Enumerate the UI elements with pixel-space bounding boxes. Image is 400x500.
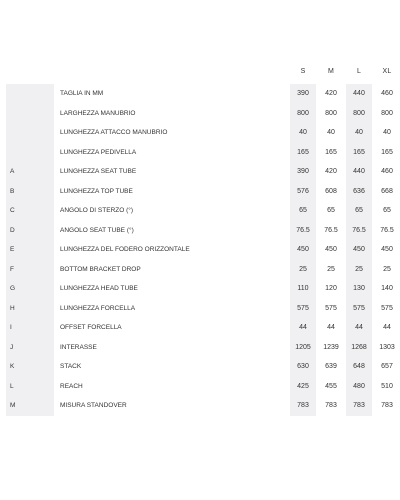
row-letter: L [6, 377, 54, 397]
table-row [6, 338, 400, 358]
row-letter: B [6, 182, 54, 202]
value-cell-m: 25 [327, 265, 335, 273]
value-cell-m: 455 [325, 382, 337, 390]
value-cell-m: 575 [325, 304, 337, 312]
table-row [6, 299, 400, 319]
value-cell-xl: 668 [381, 187, 393, 195]
value-cell-s: 630 [290, 357, 316, 377]
value-cell-l: 648 [346, 357, 372, 377]
value-cell-l: 40 [346, 123, 372, 143]
value-cell-xl: 783 [381, 402, 393, 409]
value-cell-l: 130 [346, 279, 372, 299]
value-cell-l: 65 [346, 201, 372, 221]
row-label: LARGHEZZA MANUBRIO [60, 109, 136, 117]
value-cell-l: 450 [346, 240, 372, 260]
value-cell-s: 425 [290, 377, 316, 397]
value-cell-xl: 460 [381, 90, 393, 97]
table-row [6, 143, 400, 163]
value-cell-xl: 657 [381, 363, 393, 370]
value-cell-m: 40 [327, 129, 335, 136]
value-cell-xl: 800 [381, 109, 393, 117]
row-label: OFFSET FORCELLA [60, 324, 122, 331]
size-header-m: M [327, 68, 335, 75]
value-cell-s: 450 [290, 240, 316, 260]
value-cell-s: 165 [290, 143, 316, 163]
row-letter: J [6, 338, 54, 358]
value-cell-m: 783 [325, 402, 337, 409]
value-cell-xl: 510 [381, 382, 393, 390]
row-letter [6, 123, 54, 143]
row-label: LUNGHEZZA DEL FODERO ORIZZONTALE [60, 246, 190, 253]
row-letter: C [6, 201, 54, 221]
value-cell-l: 1268 [346, 338, 372, 358]
value-cell-l: 800 [346, 104, 372, 124]
value-cell-l: 25 [346, 260, 372, 280]
row-letter: I [6, 318, 54, 338]
row-label: BOTTOM BRACKET DROP [60, 265, 141, 273]
table-row [6, 377, 400, 397]
value-cell-m: 450 [325, 246, 337, 253]
value-cell-xl: 460 [381, 168, 393, 175]
value-cell-m: 420 [325, 168, 337, 175]
value-cell-l: 575 [346, 299, 372, 319]
row-letter: D [6, 221, 54, 241]
value-cell-s: 575 [290, 299, 316, 319]
row-letter: M [6, 396, 54, 416]
table-row [6, 182, 400, 202]
row-letter: G [6, 279, 54, 299]
value-cell-s: 25 [290, 260, 316, 280]
value-cell-m: 165 [325, 148, 337, 156]
table-row [6, 123, 400, 143]
row-letter: A [6, 162, 54, 182]
row-letter [6, 143, 54, 163]
row-label: LUNGHEZZA FORCELLA [60, 304, 136, 312]
table-row [6, 396, 400, 416]
row-letter: E [6, 240, 54, 260]
row-letter: H [6, 299, 54, 319]
value-cell-s: 40 [290, 123, 316, 143]
table-row [6, 104, 400, 124]
size-header-l: L [356, 68, 362, 75]
row-label: LUNGHEZZA SEAT TUBE [60, 168, 137, 175]
value-cell-xl: 1303 [379, 343, 395, 351]
value-cell-xl: 40 [383, 129, 391, 136]
value-cell-xl: 450 [381, 246, 393, 253]
size-header-row [0, 68, 400, 84]
row-label: STACK [60, 363, 82, 370]
value-cell-s: 390 [290, 162, 316, 182]
value-cell-xl: 575 [381, 304, 393, 312]
value-cell-s: 44 [290, 318, 316, 338]
row-label: TAGLIA IN MM [60, 90, 104, 97]
row-label: LUNGHEZZA HEAD TUBE [60, 285, 138, 292]
value-cell-m: 420 [325, 90, 337, 97]
value-cell-m: 76.5 [324, 226, 338, 234]
value-cell-xl: 25 [383, 265, 391, 273]
row-label: ANGOLO DI STERZO (°) [60, 207, 134, 214]
value-cell-l: 44 [346, 318, 372, 338]
table-row [6, 357, 400, 377]
size-header-xl: XL [382, 68, 392, 75]
table-row [6, 201, 400, 221]
row-label: LUNGHEZZA PEDIVELLA [60, 148, 137, 156]
table-row [6, 318, 400, 338]
value-cell-s: 783 [290, 396, 316, 416]
value-cell-xl: 140 [381, 285, 393, 292]
row-label: LUNGHEZZA ATTACCO MANUBRIO [60, 129, 168, 136]
table-row [6, 260, 400, 280]
row-letter: F [6, 260, 54, 280]
value-cell-m: 120 [325, 285, 337, 292]
row-letter [6, 104, 54, 124]
value-cell-m: 608 [325, 187, 337, 195]
row-label: REACH [60, 382, 83, 390]
size-header-s: S [300, 68, 306, 75]
value-cell-xl: 44 [383, 324, 391, 331]
value-cell-s: 110 [290, 279, 316, 299]
value-cell-l: 440 [346, 162, 372, 182]
value-cell-s: 576 [290, 182, 316, 202]
value-cell-m: 1239 [323, 343, 339, 351]
row-letter [6, 84, 54, 104]
value-cell-m: 44 [327, 324, 335, 331]
row-label: MISURA STANDOVER [60, 402, 127, 409]
value-cell-m: 800 [325, 109, 337, 117]
value-cell-m: 639 [325, 363, 337, 370]
value-cell-xl: 165 [381, 148, 393, 156]
value-cell-s: 1205 [290, 338, 316, 358]
table-row [6, 162, 400, 182]
value-cell-xl: 65 [383, 207, 391, 214]
row-letter: K [6, 357, 54, 377]
table-row [6, 84, 400, 104]
value-cell-s: 65 [290, 201, 316, 221]
value-cell-xl: 76.5 [380, 226, 394, 234]
value-cell-s: 800 [290, 104, 316, 124]
value-cell-l: 636 [346, 182, 372, 202]
value-cell-l: 76.5 [346, 221, 372, 241]
row-label: INTERASSE [60, 343, 97, 351]
table-row [6, 240, 400, 260]
value-cell-l: 480 [346, 377, 372, 397]
value-cell-s: 390 [290, 84, 316, 104]
table-row [6, 279, 400, 299]
row-label: LUNGHEZZA TOP TUBE [60, 187, 133, 195]
value-cell-s: 76.5 [290, 221, 316, 241]
value-cell-l: 440 [346, 84, 372, 104]
value-cell-l: 783 [346, 396, 372, 416]
geometry-table [6, 84, 400, 416]
value-cell-m: 65 [327, 207, 335, 214]
table-row [6, 221, 400, 241]
row-label: ANGOLO SEAT TUBE (°) [60, 226, 134, 234]
value-cell-l: 165 [346, 143, 372, 163]
